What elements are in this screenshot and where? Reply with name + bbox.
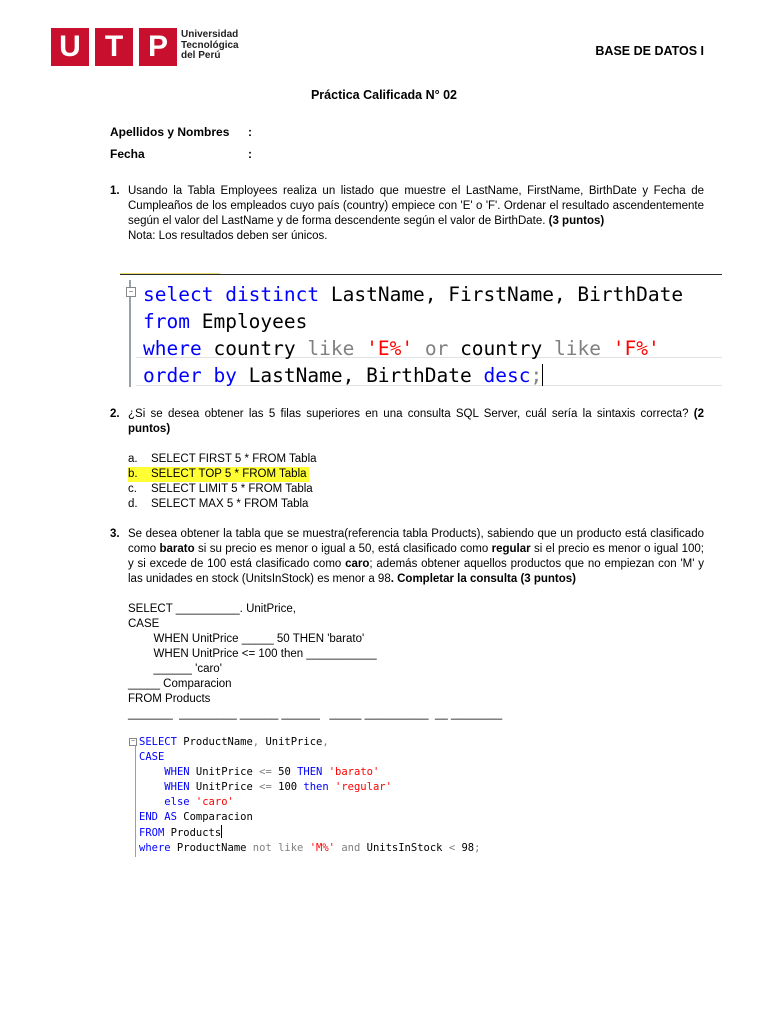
option-d (128, 497, 317, 512)
code-token: UnitPrice (189, 766, 260, 778)
question-text: Se desea obtener la tabla que se muestra(referencia tabla Products), sabiendo que un producto está clasificado como (128, 528, 704, 555)
code-token: Comparacion (176, 811, 253, 823)
code-token: then (303, 781, 329, 793)
code-token: desc (483, 364, 531, 387)
code-token: like (307, 337, 355, 360)
template-line: _______ _________ ______ ______ _____ __________ __ ________ (128, 708, 503, 720)
question-text: ¿Si se desea obtener las 5 filas superiores en una consulta SQL Server, cuál sería la sintaxis correcta? (128, 408, 689, 420)
code-line (139, 750, 480, 765)
editor-gutter (135, 741, 136, 857)
code-token: 50 (271, 766, 298, 778)
option-text: SELECT LIMIT 5 * FROM Tabla (151, 483, 313, 495)
code-line (143, 308, 683, 335)
option-a (128, 452, 317, 467)
question-points: . Completar la consulta (3 puntos) (390, 573, 577, 585)
code-token: CASE (139, 751, 165, 763)
code-token: 'M%' (309, 842, 335, 854)
answer-options (128, 452, 317, 512)
question-text: si su precio es menor o igual a 50, está clasificado como (194, 543, 492, 555)
course-name: BASE DE DATOS I (595, 44, 704, 58)
collapse-icon: − (130, 738, 136, 745)
code-token: country (460, 337, 543, 360)
code-token: THEN (297, 766, 323, 778)
code-token: < (448, 842, 456, 854)
code-token: Employees (201, 310, 308, 333)
code-token: FROM (139, 827, 165, 839)
code-token: 'regular' (328, 781, 392, 793)
code-token: like (271, 842, 310, 854)
template-line: FROM Products (128, 693, 211, 705)
code-line (139, 825, 480, 841)
code-screenshot-1 (120, 274, 722, 389)
code-token: ; (474, 842, 481, 854)
question-keyword: caro (345, 558, 370, 570)
option-letter: c. (128, 483, 137, 495)
code-token: ; (530, 364, 543, 387)
code-token: UnitPrice (259, 736, 323, 748)
code-token: country (213, 337, 296, 360)
question-points: (2 puntos) (128, 408, 704, 435)
code-line (139, 795, 480, 810)
code-token: order by (143, 364, 237, 387)
code-line (143, 362, 683, 389)
template-line: CASE (128, 618, 160, 630)
code-token: , (322, 736, 329, 748)
text-cursor (221, 825, 222, 838)
option-letter: b. (128, 468, 138, 480)
code-token: AS (157, 811, 177, 823)
code-line (139, 780, 480, 795)
code-token: SELECT (139, 736, 177, 748)
option-c (128, 482, 317, 497)
collapse-icon: − (126, 287, 136, 297)
code-token: and (335, 842, 361, 854)
code-token: select (143, 283, 214, 306)
code-token: from (143, 310, 190, 333)
code-line (139, 841, 480, 856)
logo-text-line: Universidad (181, 29, 239, 40)
code-token: where (139, 842, 171, 854)
template-line: ______ 'caro' (128, 663, 222, 675)
question-text: ; además obtener aquellos productos que no empiezan con 'M' y las unidades en stock (UnitsInStock) es menor a 98 (128, 558, 704, 585)
question-points: (3 puntos) (548, 215, 605, 227)
field-label: Apellidos y Nombres (110, 125, 230, 139)
query-template (128, 602, 502, 722)
question-note: Nota: Los resultados deben ser únicos. (128, 230, 328, 242)
logo-letter-u: U (51, 28, 89, 66)
code-token: where (143, 337, 202, 360)
template-line: WHEN UnitPrice <= 100 then ___________ (128, 648, 377, 660)
code-token: WHEN (164, 766, 190, 778)
code-token: <= (259, 781, 272, 793)
code-token: not (252, 842, 272, 854)
code-lines (139, 735, 480, 856)
code-token: 100 (271, 781, 304, 793)
option-text: SELECT FIRST 5 * FROM Tabla (151, 453, 317, 465)
template-line: WHEN UnitPrice _____ 50 THEN 'barato' (128, 633, 365, 645)
code-line (139, 810, 480, 825)
code-token: END (139, 811, 158, 823)
option-text: SELECT TOP 5 * FROM Tabla (151, 468, 307, 480)
question-text: si el precio es menor o igual 100; y si excede de 100 está clasificado como (128, 543, 704, 570)
template-line: _____ Comparacion (128, 678, 232, 690)
field-colon: : (248, 147, 252, 161)
question-1 (110, 184, 704, 244)
template-line: SELECT __________. UnitPrice, (128, 603, 296, 615)
code-line (143, 335, 683, 362)
option-letter: d. (128, 498, 138, 510)
question-number: 2. (110, 408, 120, 420)
code-token: distinct (225, 283, 320, 306)
code-token: ProductName (170, 842, 253, 854)
code-lines (143, 281, 683, 389)
logo-text-line: del Perú (181, 50, 221, 61)
code-token: UnitsInStock (360, 842, 449, 854)
logo-text-line: Tecnológica (181, 39, 239, 51)
code-line (139, 765, 480, 780)
code-token: LastName, FirstName, BirthDate (330, 283, 684, 306)
question-2 (110, 407, 704, 437)
code-token: else (164, 796, 190, 808)
field-label: Fecha (110, 147, 145, 161)
divider (120, 273, 220, 274)
code-token: LastName, BirthDate (248, 364, 472, 387)
code-line (143, 281, 683, 308)
option-b (128, 467, 317, 482)
code-token: 'caro' (189, 796, 234, 808)
code-token: 98 (455, 842, 475, 854)
field-names (110, 125, 252, 139)
field-date (110, 147, 252, 161)
utp-logo (51, 28, 241, 66)
option-letter: a. (128, 453, 138, 465)
code-token: or (424, 337, 449, 360)
code-token: ProductName (176, 736, 253, 748)
exam-title: Práctica Calificada N° 02 (310, 88, 458, 102)
code-screenshot-2 (128, 735, 508, 859)
code-token: 'barato' (322, 766, 380, 778)
code-token: 'E%' (366, 337, 414, 360)
question-number: 1. (110, 185, 120, 197)
code-token: <= (259, 766, 272, 778)
question-text: Usando la Tabla Employees realiza un listado que muestre el LastName, FirstName, BirthDate y Fecha de Cumpleaños de los empleados cuyo país (country) empiece con 'E' o 'F'. Ordenar el resultado ascendentemente según el valor del LastName y de forma descendente según el valor de BirthDate. (128, 185, 704, 227)
field-colon: : (248, 125, 252, 139)
question-3 (110, 527, 704, 587)
logo-letter-p: P (139, 28, 177, 66)
text-cursor (542, 364, 543, 386)
code-token: WHEN (164, 781, 190, 793)
logo-university-name (181, 30, 239, 62)
code-token: Products (164, 827, 222, 839)
option-text: SELECT MAX 5 * FROM Tabla (151, 498, 309, 510)
code-token: UnitPrice (189, 781, 260, 793)
code-token: like (554, 337, 601, 360)
code-token: 'F%' (612, 337, 660, 360)
question-keyword: regular (491, 543, 531, 555)
logo-letter-t: T (95, 28, 133, 66)
code-line (139, 735, 480, 750)
code-token: , (252, 736, 260, 748)
question-keyword: barato (159, 543, 195, 555)
question-number: 3. (110, 528, 120, 540)
